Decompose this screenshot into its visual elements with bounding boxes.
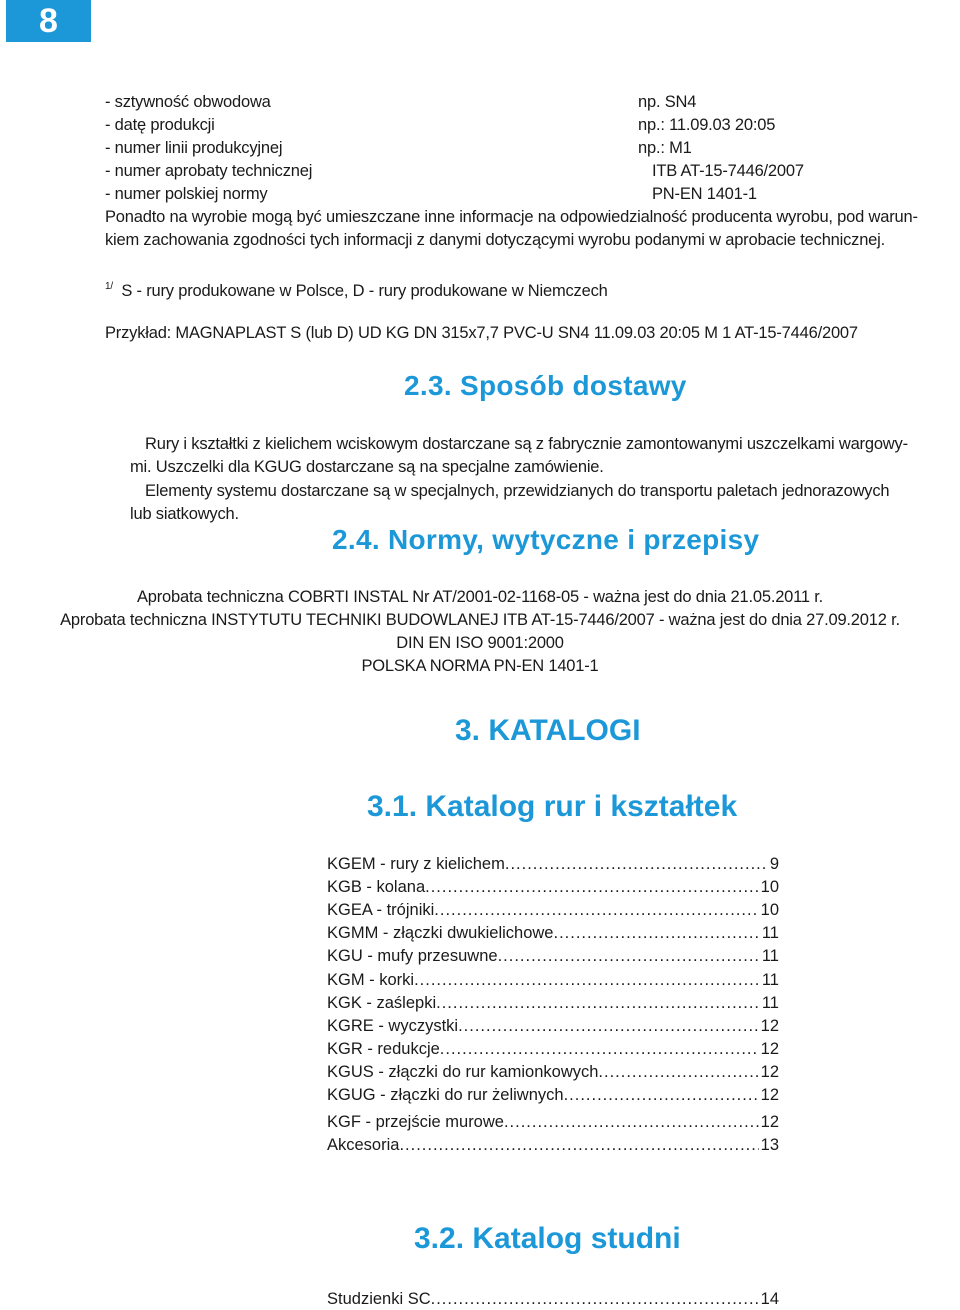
toc-label: KGF - przejście murowe [327, 1113, 504, 1131]
toc-leader [436, 992, 760, 1014]
intro-paragraph-line: Ponadto na wyrobie mogą być umieszczane inne informacje na odpowiedzialność producenta wyrobu, pod warun- [105, 208, 918, 226]
toc-entry[interactable] [327, 853, 779, 875]
toc-entry[interactable] [327, 1111, 779, 1133]
toc-leader [440, 1038, 759, 1060]
norm-line: POLSKA NORMA PN-EN 1401-1 [361, 657, 599, 675]
marking-label: - datę produkcji [105, 116, 215, 134]
toc-page: 10 [760, 901, 779, 919]
marking-value: np. SN4 [638, 93, 697, 111]
section-heading-2-3: 2.3. Sposób dostawy [404, 370, 687, 401]
toc-entry[interactable] [327, 945, 779, 967]
toc-page: 11 [761, 971, 779, 989]
toc-label: KGB - kolana [327, 878, 426, 896]
toc-page: 11 [761, 924, 779, 942]
toc-page: 12 [760, 1017, 779, 1035]
toc-page: 12 [760, 1086, 779, 1104]
page-number-badge: 8 [6, 0, 91, 42]
footnote-mark: 1/ [105, 281, 113, 292]
toc-leader [504, 1111, 759, 1133]
toc-label: KGM - korki [327, 971, 415, 989]
toc-leader [564, 1084, 759, 1106]
section-heading-3: 3. KATALOGI [455, 714, 641, 747]
toc-leader [553, 922, 759, 944]
toc-label: KGK - zaślepki [327, 994, 437, 1012]
toc-page: 13 [760, 1136, 779, 1154]
toc-page: 14 [760, 1290, 779, 1308]
section-heading-2-4: 2.4. Normy, wytyczne i przepisy [332, 524, 760, 555]
toc-entry[interactable] [327, 1015, 779, 1037]
toc-entry[interactable] [327, 992, 779, 1014]
toc-label: KGRE - wyczystki [327, 1017, 459, 1035]
toc-page: 10 [760, 878, 779, 896]
toc-entry[interactable] [327, 1134, 779, 1156]
toc-label: KGUS - złączki do rur kamionkowych [327, 1063, 599, 1081]
toc-label: KGR - redukcje [327, 1040, 440, 1058]
toc-label: KGEA - trójniki [327, 901, 435, 919]
intro-paragraph-line: kiem zachowania zgodności tych informacji z danymi dotyczącymi wyrobu podanymi w aprobacie technicznej. [105, 231, 886, 249]
marking-label: - numer linii produkcyjnej [105, 139, 283, 157]
section-heading-3-1: 3.1. Katalog rur i kształtek [367, 790, 738, 823]
marking-label: - sztywność obwodowa [105, 93, 271, 111]
norm-line: Aprobata techniczna COBRTI INSTAL Nr AT/2001-02-1168-05 - ważna jest do dnia 21.05.2011 r. [136, 588, 824, 606]
toc-entry[interactable] [327, 1061, 779, 1083]
toc-label: KGU - mufy przesuwne [327, 947, 498, 965]
toc-leader [425, 876, 759, 898]
toc-leader [498, 945, 760, 967]
toc-entry[interactable] [327, 876, 779, 898]
toc-label: KGMM - złączki dwukielichowe [327, 924, 554, 942]
toc-leader [414, 969, 760, 991]
toc-page: 11 [761, 947, 779, 965]
toc-label: Akcesoria [327, 1136, 400, 1154]
toc-label: KGEM - rury z kielichem [327, 855, 505, 873]
toc-page: 12 [760, 1063, 779, 1081]
toc-entry[interactable] [327, 1038, 779, 1060]
toc-page: 11 [761, 994, 779, 1012]
marking-label: - numer polskiej normy [105, 185, 268, 203]
toc-entry[interactable] [327, 922, 779, 944]
toc-entry[interactable] [327, 1288, 779, 1310]
toc-entry[interactable] [327, 899, 779, 921]
toc-label: Studzienki SC [327, 1290, 431, 1308]
marking-label: - numer aprobaty technicznej [105, 162, 313, 180]
toc-page: 12 [760, 1113, 779, 1131]
toc-leader [431, 1288, 759, 1310]
toc-leader [434, 899, 758, 921]
toc-leader [598, 1061, 758, 1083]
marking-value: np.: 11.09.03 20:05 [638, 116, 776, 134]
toc-entry[interactable] [327, 1084, 779, 1106]
delivery-paragraph-line: Elementy systemu dostarczane są w specjalnych, przewidzianych do transportu paletach jednorazowych [145, 482, 890, 500]
toc-entry[interactable] [327, 969, 779, 991]
marking-value: ITB AT-15-7446/2007 [652, 162, 804, 180]
toc-page: 9 [769, 855, 779, 873]
toc-leader [399, 1134, 758, 1156]
toc-leader [505, 853, 768, 875]
norm-line: DIN EN ISO 9001:2000 [396, 634, 564, 652]
marking-value: PN-EN 1401-1 [652, 185, 757, 203]
footnote-text: S - rury produkowane w Polsce, D - rury produkowane w Niemczech [121, 281, 608, 300]
section-heading-3-2: 3.2. Katalog studni [414, 1222, 681, 1255]
norm-line: Aprobata techniczna INSTYTUTU TECHNIKI BUDOWLANEJ ITB AT-15-7446/2007 - ważna jest do dnia 27.09.2012 r. [60, 611, 900, 629]
toc-label: KGUG - złączki do rur żeliwnych [327, 1086, 564, 1104]
delivery-paragraph-line: lub siatkowych. [130, 505, 239, 523]
marking-value: np.: M1 [638, 139, 692, 157]
toc-page: 12 [760, 1040, 779, 1058]
example-text: Przykład: MAGNAPLAST S (lub D) UD KG DN 315x7,7 PVC-U SN4 11.09.03 20:05 M 1 AT-15-7446/2007 [105, 324, 858, 342]
delivery-paragraph-line: mi. Uszczelki dla KGUG dostarczane są na specjalne zamówienie. [130, 458, 604, 476]
footnote [105, 276, 608, 302]
delivery-paragraph-line: Rury i kształtki z kielichem wciskowym dostarczane są z fabrycznie zamontowanymi uszczelkami wargowy- [145, 435, 908, 453]
toc-leader [458, 1015, 759, 1037]
